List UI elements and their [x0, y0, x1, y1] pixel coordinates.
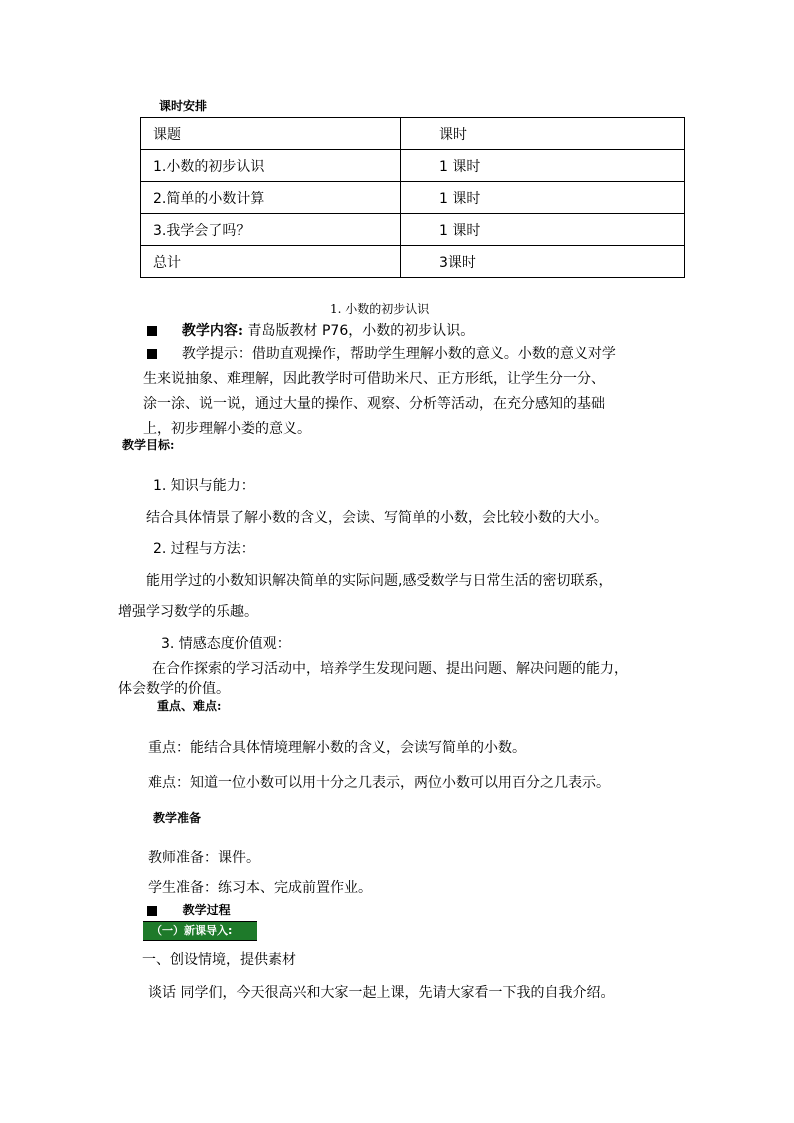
schedule-table	[140, 117, 685, 278]
header-cell-hours: 课时	[401, 118, 685, 150]
teaching-content	[147, 320, 474, 340]
table-cell: 1 课时	[401, 214, 685, 246]
table-cell: 1 课时	[401, 182, 685, 214]
goal-2-text: 能用学过的小数知识解决简单的实际问题,感受数学与日常生活的密切联系，	[146, 573, 613, 589]
section-tag	[143, 921, 257, 941]
schedule-title: 课时安排	[159, 99, 208, 113]
goal-1-title: 1. 知识与能力：	[153, 478, 255, 494]
header-cell-topic: 课题	[141, 118, 401, 150]
table-cell: 3.我学会了吗？	[141, 214, 401, 246]
table-cell: 2.简单的小数计算	[141, 182, 401, 214]
table-row	[141, 182, 685, 214]
student-preparation: 学生准备：练习本、完成前置作业。	[148, 880, 372, 896]
talk-text: 谈话 同学们，今天很高兴和大家一起上课，先请大家看一下我的自我介绍。	[148, 985, 615, 1001]
preparation-title: 教学准备	[153, 811, 202, 825]
process-title: 教学过程	[182, 903, 231, 917]
bullet-square-icon	[147, 326, 157, 336]
step-heading: 一、创设情境，提供素材	[142, 952, 296, 968]
table-row	[141, 150, 685, 182]
table-header-row	[141, 118, 685, 150]
table-cell: 1.小数的初步认识	[141, 150, 401, 182]
hint-label: 教学提示：	[181, 346, 252, 362]
table-row	[141, 246, 685, 278]
content-text: 青岛版教材 P76，小数的初步认识。	[247, 323, 475, 339]
table-row	[141, 214, 685, 246]
section-tag-label: （一）新课导入:	[151, 924, 233, 937]
goal-3-title: 3. 情感态度价值观：	[161, 636, 291, 652]
table-cell: 1 课时	[401, 150, 685, 182]
goal-3-text: 在合作探索的学习活动中，培养学生发现问题、提出问题、解决问题的能力，	[152, 661, 628, 677]
bullet-square-icon	[147, 906, 157, 916]
lesson-heading: 1. 小数的初步认识	[330, 302, 430, 316]
goal-3-text-cont: 体会数学的价值。	[118, 681, 230, 697]
difficult-point-text: 难点：知道一位小数可以用十分之几表示，两位小数可以用百分之几表示。	[148, 775, 610, 791]
table-cell: 3课时	[401, 246, 685, 278]
hint-line: 生来说抽象、难理解，因此教学时可借助米尺、正方形纸，让学生分一分、	[143, 371, 605, 387]
goals-title: 教学目标:	[122, 438, 175, 452]
goal-1-text: 结合具体情景了解小数的含义，会读、写简单的小数，会比较小数的大小。	[146, 510, 608, 526]
content-label: 教学内容:	[181, 323, 244, 339]
goal-2-text-cont: 增强学习数学的乐趣。	[118, 604, 258, 620]
hint-line: 涂一涂、说一说，通过大量的操作、观察、分析等活动，在充分感知的基础	[143, 396, 605, 412]
key-points-title: 重点、难点:	[157, 699, 222, 713]
bullet-square-icon	[147, 349, 157, 359]
teacher-preparation: 教师准备：课件。	[148, 850, 260, 866]
table-cell: 总计	[141, 246, 401, 278]
hint-line: 上，初步理解小娄的意义。	[143, 421, 311, 437]
key-point-text: 重点：能结合具体情境理解小数的含义，会读写简单的小数。	[148, 740, 526, 756]
teaching-hint	[143, 342, 683, 442]
goal-2-title: 2. 过程与方法：	[153, 541, 255, 557]
process-heading	[147, 901, 231, 918]
hint-line: 借助直观操作，帮助学生理解小数的意义。小数的意义对学	[251, 346, 616, 362]
